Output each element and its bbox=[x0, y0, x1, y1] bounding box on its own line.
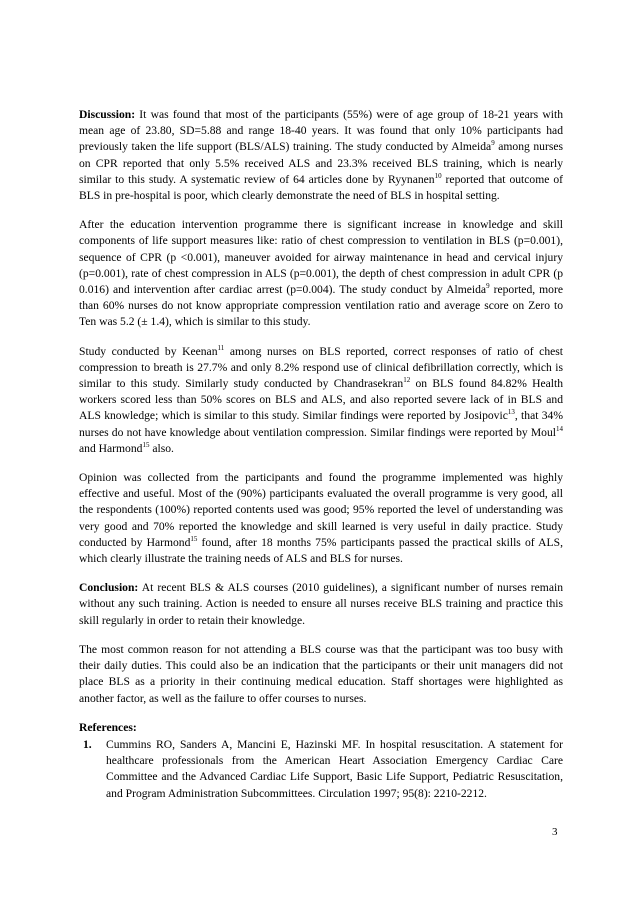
text-segment: among nurses on BLS reported, correct responses of ratio of chest compression to breath is 27.7% and only 8.2% respond use of clinical defibrillation correctly, which is similar to this study. Similarly study conducted by Chandrasekran bbox=[79, 344, 563, 391]
citation-superscript: 15 bbox=[142, 440, 150, 449]
citation-superscript: 9 bbox=[491, 139, 495, 148]
body-paragraphs bbox=[79, 107, 563, 707]
text-segment: reported that outcome of BLS in pre-hospital is poor, which clearly demonstrate the need of BLS in hospital setting. bbox=[79, 172, 563, 203]
text-segment: Opinion was collected from the participants and found the programme implemented was highly effective and useful. Most of the (90%) participants evaluated the overall programme is very good, all the respondents (100%) reported contents used was good; 95% reported the level of understanding was very good and 70% reported the knowledge and skill learned is very useful in daily practice. Study conducted by Harmond bbox=[79, 471, 563, 549]
text-segment: on BLS found 84.82% Health workers scored less than 50% scores on BLS and ALS, and also reported severe lack of in BLS and ALS knowledge; which is similar to this study. Similar findings were reported by Josipovic bbox=[79, 377, 563, 423]
body-paragraph bbox=[79, 580, 563, 629]
citation-superscript: 12 bbox=[403, 376, 411, 385]
reference-number: 1. bbox=[83, 737, 92, 751]
text-segment: found, after 18 months 75% participants passed the practical skills of ALS, which clearly illustrate the training needs of ALS and BLS for nurses. bbox=[79, 535, 563, 566]
text-segment: reported, more than 60% nurses do not know appropriate compression ventilation ratio and average score on Zero to Ten was 5.2 (± 1.4), which is similar to this study. bbox=[79, 283, 563, 329]
page-number: 3 bbox=[552, 826, 558, 838]
text-segment: Study conducted by Keenan bbox=[79, 344, 218, 358]
citation-superscript: 9 bbox=[486, 282, 490, 291]
page-content bbox=[79, 107, 563, 802]
text-segment: It was found that most of the participants (55%) were of age group of 18-21 years with mean age of 23.80, SD=5.88 and range 18-40 years. It was found that only 10% participants had previously taken the life support (BLS/ALS) training. The study conducted by Almeida bbox=[79, 108, 563, 154]
body-paragraph bbox=[79, 344, 563, 457]
text-segment: , that 34% nurses do not have knowledge about ventilation compression. Similar findings were reported by Moul bbox=[79, 409, 563, 439]
references-heading: References: bbox=[79, 720, 137, 734]
body-paragraph bbox=[79, 217, 563, 330]
references-section bbox=[79, 720, 563, 802]
body-paragraph bbox=[79, 642, 563, 707]
text-segment: also. bbox=[149, 441, 174, 455]
references-list bbox=[79, 737, 563, 802]
text-segment: After the education intervention programme there is significant increase in knowledge and skill components of life support measures like: ratio of chest compression to ventilation in BLS (p=0.001), sequence of CPR (p <0.001), maneuver avoided for airway maintenance in head and cervical injury (p=0.001), rate of chest compression in ALS (p=0.001), the depth of chest compression in adult CPR (p 0.016) and intervention after cardiac arrest (p=0.004). The study conduct by Almeida bbox=[79, 218, 563, 297]
citation-superscript: 13 bbox=[507, 408, 515, 417]
reference-text: Cummins RO, Sanders A, Mancini E, Hazinski MF. In hospital resuscitation. A statement for healthcare professionals from the American Heart Association Emergency Cardiac Care Committee and the Advanced Cardiac Life Support, Basic Life Support, Pediatric Resuscitation, and Program Administration Subcommittees. Circulation 1997; 95(8): 2210-2212. bbox=[106, 737, 563, 800]
section-label: Conclusion: bbox=[79, 581, 139, 595]
citation-superscript: 14 bbox=[556, 424, 563, 433]
body-paragraph bbox=[79, 107, 563, 204]
citation-superscript: 15 bbox=[190, 534, 198, 543]
citation-superscript: 10 bbox=[434, 171, 442, 180]
section-label: Discussion: bbox=[79, 108, 136, 121]
citation-superscript: 11 bbox=[217, 343, 225, 352]
text-segment: among nurses on CPR reported that only 5.5% received ALS and 23.3% received BLS training, which is nearly similar to this study. A systematic review of 64 articles done by Ryynanen bbox=[79, 140, 563, 186]
text-segment: and Harmond bbox=[79, 441, 143, 455]
text-segment: The most common reason for not attending a BLS course was that the participant was too busy with their daily duties. This could also be an indication that the participants or their unit managers did not place BLS as a priority in their continuing medical education. Staff shortages were highlighted as another factor, as well as the failure to offer courses to nurses. bbox=[79, 642, 563, 705]
text-segment: At recent BLS & ALS courses (2010 guidelines), a significant number of nurses remain without any such training. Action is needed to ensure all nurses receive BLS training and practice this skill regularly in order to retain their knowledge. bbox=[79, 581, 563, 627]
body-paragraph bbox=[79, 470, 563, 567]
reference-item bbox=[83, 737, 563, 802]
